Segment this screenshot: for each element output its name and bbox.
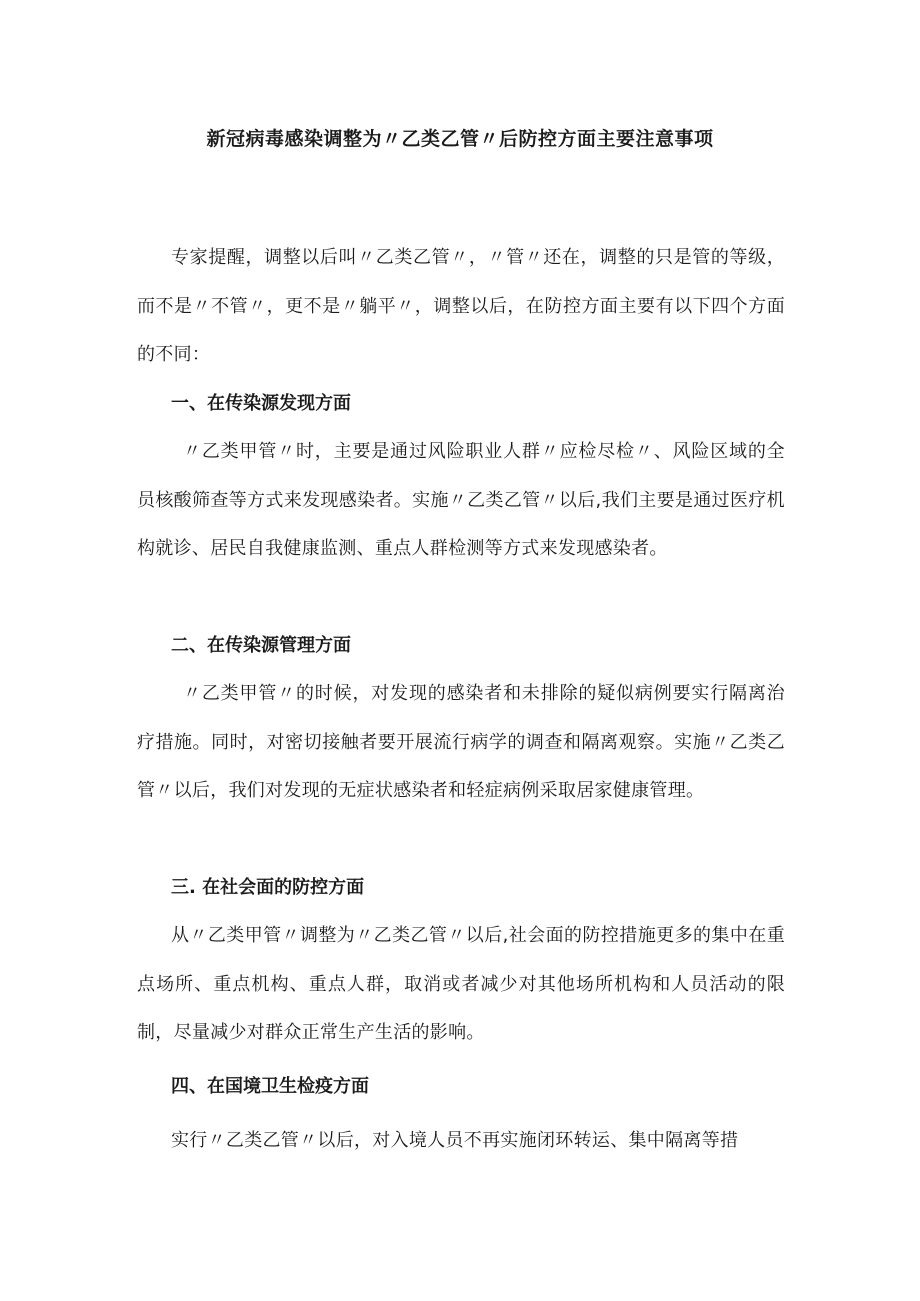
section-1-paragraph: 〃乙类甲管〃时，主要是通过风险职业人群〃应检尽检〃、风险区域的全员核酸筛查等方式来发现感染者。实施〃乙类乙管〃以后,我们主要是通过医疗机构就诊、居民自我健康监测、重点人群检测等方式来发现感染者。 [137, 441, 785, 559]
section-2-heading: 二、在传染源管理方面 [171, 635, 351, 656]
document-title: 新冠病毒感染调整为〃乙类乙管〃后防控方面主要注意事项 [206, 128, 714, 150]
section-3-heading: 三. 在社会面的防控方面 [171, 877, 365, 898]
section-2-paragraph: 〃乙类甲管〃的时候，对发现的感染者和未排除的疑似病例要实行隔离治疗措施。同时，对密切接触者要开展流行病学的调查和隔离观察。实施〃乙类乙管〃以后，我们对发现的无症状感染者和轻症病例采取居家健康管理。 [137, 683, 785, 801]
section-4-paragraph: 实行〃乙类乙管〃以后，对入境人员不再实施闭环转运、集中隔离等措 [171, 1130, 739, 1151]
section-1-heading: 一、在传染源发现方面 [171, 393, 351, 414]
intro-paragraph: 专家提醒，调整以后叫〃乙类乙管〃，〃管〃还在，调整的只是管的等级，而不是〃不管〃，更不是〃躺平〃，调整以后，在防控方面主要有以下四个方面的不同： [137, 247, 785, 365]
section-3-paragraph: 从〃乙类甲管〃调整为〃乙类乙管〃以后,社会面的防控措施更多的集中在重点场所、重点机构、重点人群，取消或者减少对其他场所机构和人员活动的限制，尽量减少对群众正常生产生活的影响。 [137, 925, 785, 1043]
section-4-heading: 四、在国境卫生检疫方面 [171, 1076, 369, 1097]
